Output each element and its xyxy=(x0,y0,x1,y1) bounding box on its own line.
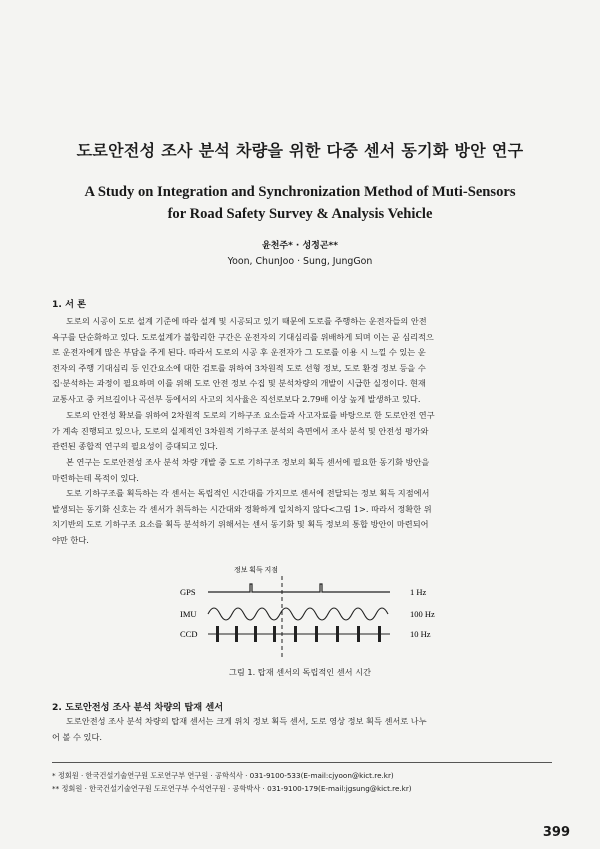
paper-title-english xyxy=(0,181,600,225)
ccd-label: CCD xyxy=(180,629,198,639)
footnote-author-1: * 정회원 · 한국건설기술연구원 도로연구부 연구원 · 공학석사 · 031-9100-533(E-mail:cjyoon@kict.re.kr) xyxy=(52,771,394,780)
text-line: 전자의 주행 기대심리 등 인간요소에 대한 검토를 위하여 3차원적 도로 선형 정보, 도로 환경 정보 등을 수 xyxy=(52,362,426,373)
acquisition-point-label: 정보 획득 지점 xyxy=(233,566,279,574)
gps-label: GPS xyxy=(180,587,196,597)
ccd-pulse xyxy=(378,626,381,642)
text-line: 로 운전자에게 많은 부담을 주게 된다. 따라서 도로의 시공 후 운전자가 그 도로를 이용 시 느낄 수 있는 운 xyxy=(52,347,426,358)
ccd-pulse xyxy=(273,626,276,642)
footnote-author-2: ** 정회원 · 한국건설기술연구원 도로연구부 수석연구원 · 공학박사 · 031-9100-179(E-mail:jgsung@kict.re.kr) xyxy=(52,784,412,793)
text-line: 어 볼 수 있다. xyxy=(52,731,102,742)
footnotes xyxy=(52,762,552,795)
ccd-pulse xyxy=(315,626,318,642)
paper-title-korean: 도로안전성 조사 분석 차량을 위한 다중 센서 동기화 방안 연구 xyxy=(76,141,524,160)
imu-rate: 100 Hz xyxy=(410,609,435,619)
gps-signal xyxy=(208,584,390,592)
ccd-pulse xyxy=(294,626,297,642)
ccd-pulse xyxy=(336,626,339,642)
ccd-pulse xyxy=(254,626,257,642)
authors-korean: 윤천주* · 성정곤** xyxy=(262,241,338,251)
text-line: 본 연구는 도로안전성 조사 분석 차량 개발 중 도로 기하구조 정보의 획득 센서에 필요한 동기화 방안을 xyxy=(66,457,430,467)
paper-title-english-line-1: A Study on Integration and Synchronization Method of Muti-Sensors xyxy=(84,184,516,200)
gps-rate: 1 Hz xyxy=(410,587,427,597)
text-line: 욕구를 단순화하고 있다. 도로설계가 불합리한 구간은 운전자의 기대심리를 위배하게 되며 이는 곧 심리적으 xyxy=(52,331,434,342)
text-line: 관련된 종합적 연구의 필요성이 증대되고 있다. xyxy=(52,441,218,452)
section-2-heading: 2. 도로안전성 조사 분석 차량의 탑재 센서 xyxy=(52,702,224,713)
text-line: 도로안전성 조사 분석 차량의 탑재 센서는 크게 위치 정보 획득 센서, 도로 영상 정보 획득 센서로 나누 xyxy=(66,716,427,726)
figure-1-caption: 그림 1. 탑재 센서의 독립적인 센서 시간 xyxy=(228,667,372,677)
section-2-paragraph-1 xyxy=(52,714,552,745)
imu-signal xyxy=(208,608,388,620)
text-line: 마련하는데 목적이 있다. xyxy=(52,472,139,483)
text-line: 야만 한다. xyxy=(52,534,89,545)
sensor-timing-figure xyxy=(160,560,460,660)
text-line: 교통사고 중 커브길이나 곡선부 등에서의 사고의 치사율은 직선로보다 2.79배 이상 높게 발생하고 있다. xyxy=(52,393,421,404)
ccd-pulse xyxy=(235,626,238,642)
text-line: 도로 기하구조를 획득하는 각 센서는 독립적인 시간대를 가지므로 센서에 전달되는 정보 획득 지점에서 xyxy=(66,488,430,498)
text-line: 집·분석하는 과정이 필요하며 이를 위해 도로 안전 정보 수집 및 분석차량의 개발이 시급한 실정이다. 현재 xyxy=(52,378,426,389)
text-line: 도로의 안전성 확보를 위하여 2차원적 도로의 기하구조 요소들과 사고자료를 바탕으로 한 도로안전 연구 xyxy=(66,410,435,420)
section-1-paragraph-4 xyxy=(52,486,552,548)
ccd-pulse xyxy=(357,626,360,642)
ccd-pulse xyxy=(216,626,219,642)
page-number: 399 xyxy=(542,825,570,840)
section-1-paragraph-3 xyxy=(52,455,552,486)
authors-english: Yoon, ChunJoo · Sung, JungGon xyxy=(227,256,373,267)
text-line: 가 계속 진행되고 있으나, 도로의 실제적인 3차원적 기하구조 분석의 측면에서 조사 분석 및 안전성 평가와 xyxy=(52,425,429,436)
text-line: 치기반의 도로 기하구조 요소를 획득 분석하기 위해서는 센서 동기화 및 획득 정보의 통합 방안이 마련되어 xyxy=(52,519,429,530)
section-1-paragraph-1 xyxy=(52,314,552,408)
section-1-paragraph-2 xyxy=(52,408,552,455)
ccd-rate: 10 Hz xyxy=(410,629,431,639)
section-1-heading: 1. 서 론 xyxy=(52,299,87,310)
text-line: 도로의 시공이 도로 설계 기준에 따라 설계 및 시공되고 있기 때문에 도로를 주행하는 운전자들의 안전 xyxy=(66,316,427,326)
text-line: 발생되는 동기화 신호는 각 센서가 취득하는 시간대와 정확하게 일치하지 않다<그림 1>. 따라서 정확한 위 xyxy=(52,503,432,514)
imu-label: IMU xyxy=(180,609,197,619)
paper-title-english-line-2: for Road Safety Survey & Analysis Vehicle xyxy=(167,206,433,222)
